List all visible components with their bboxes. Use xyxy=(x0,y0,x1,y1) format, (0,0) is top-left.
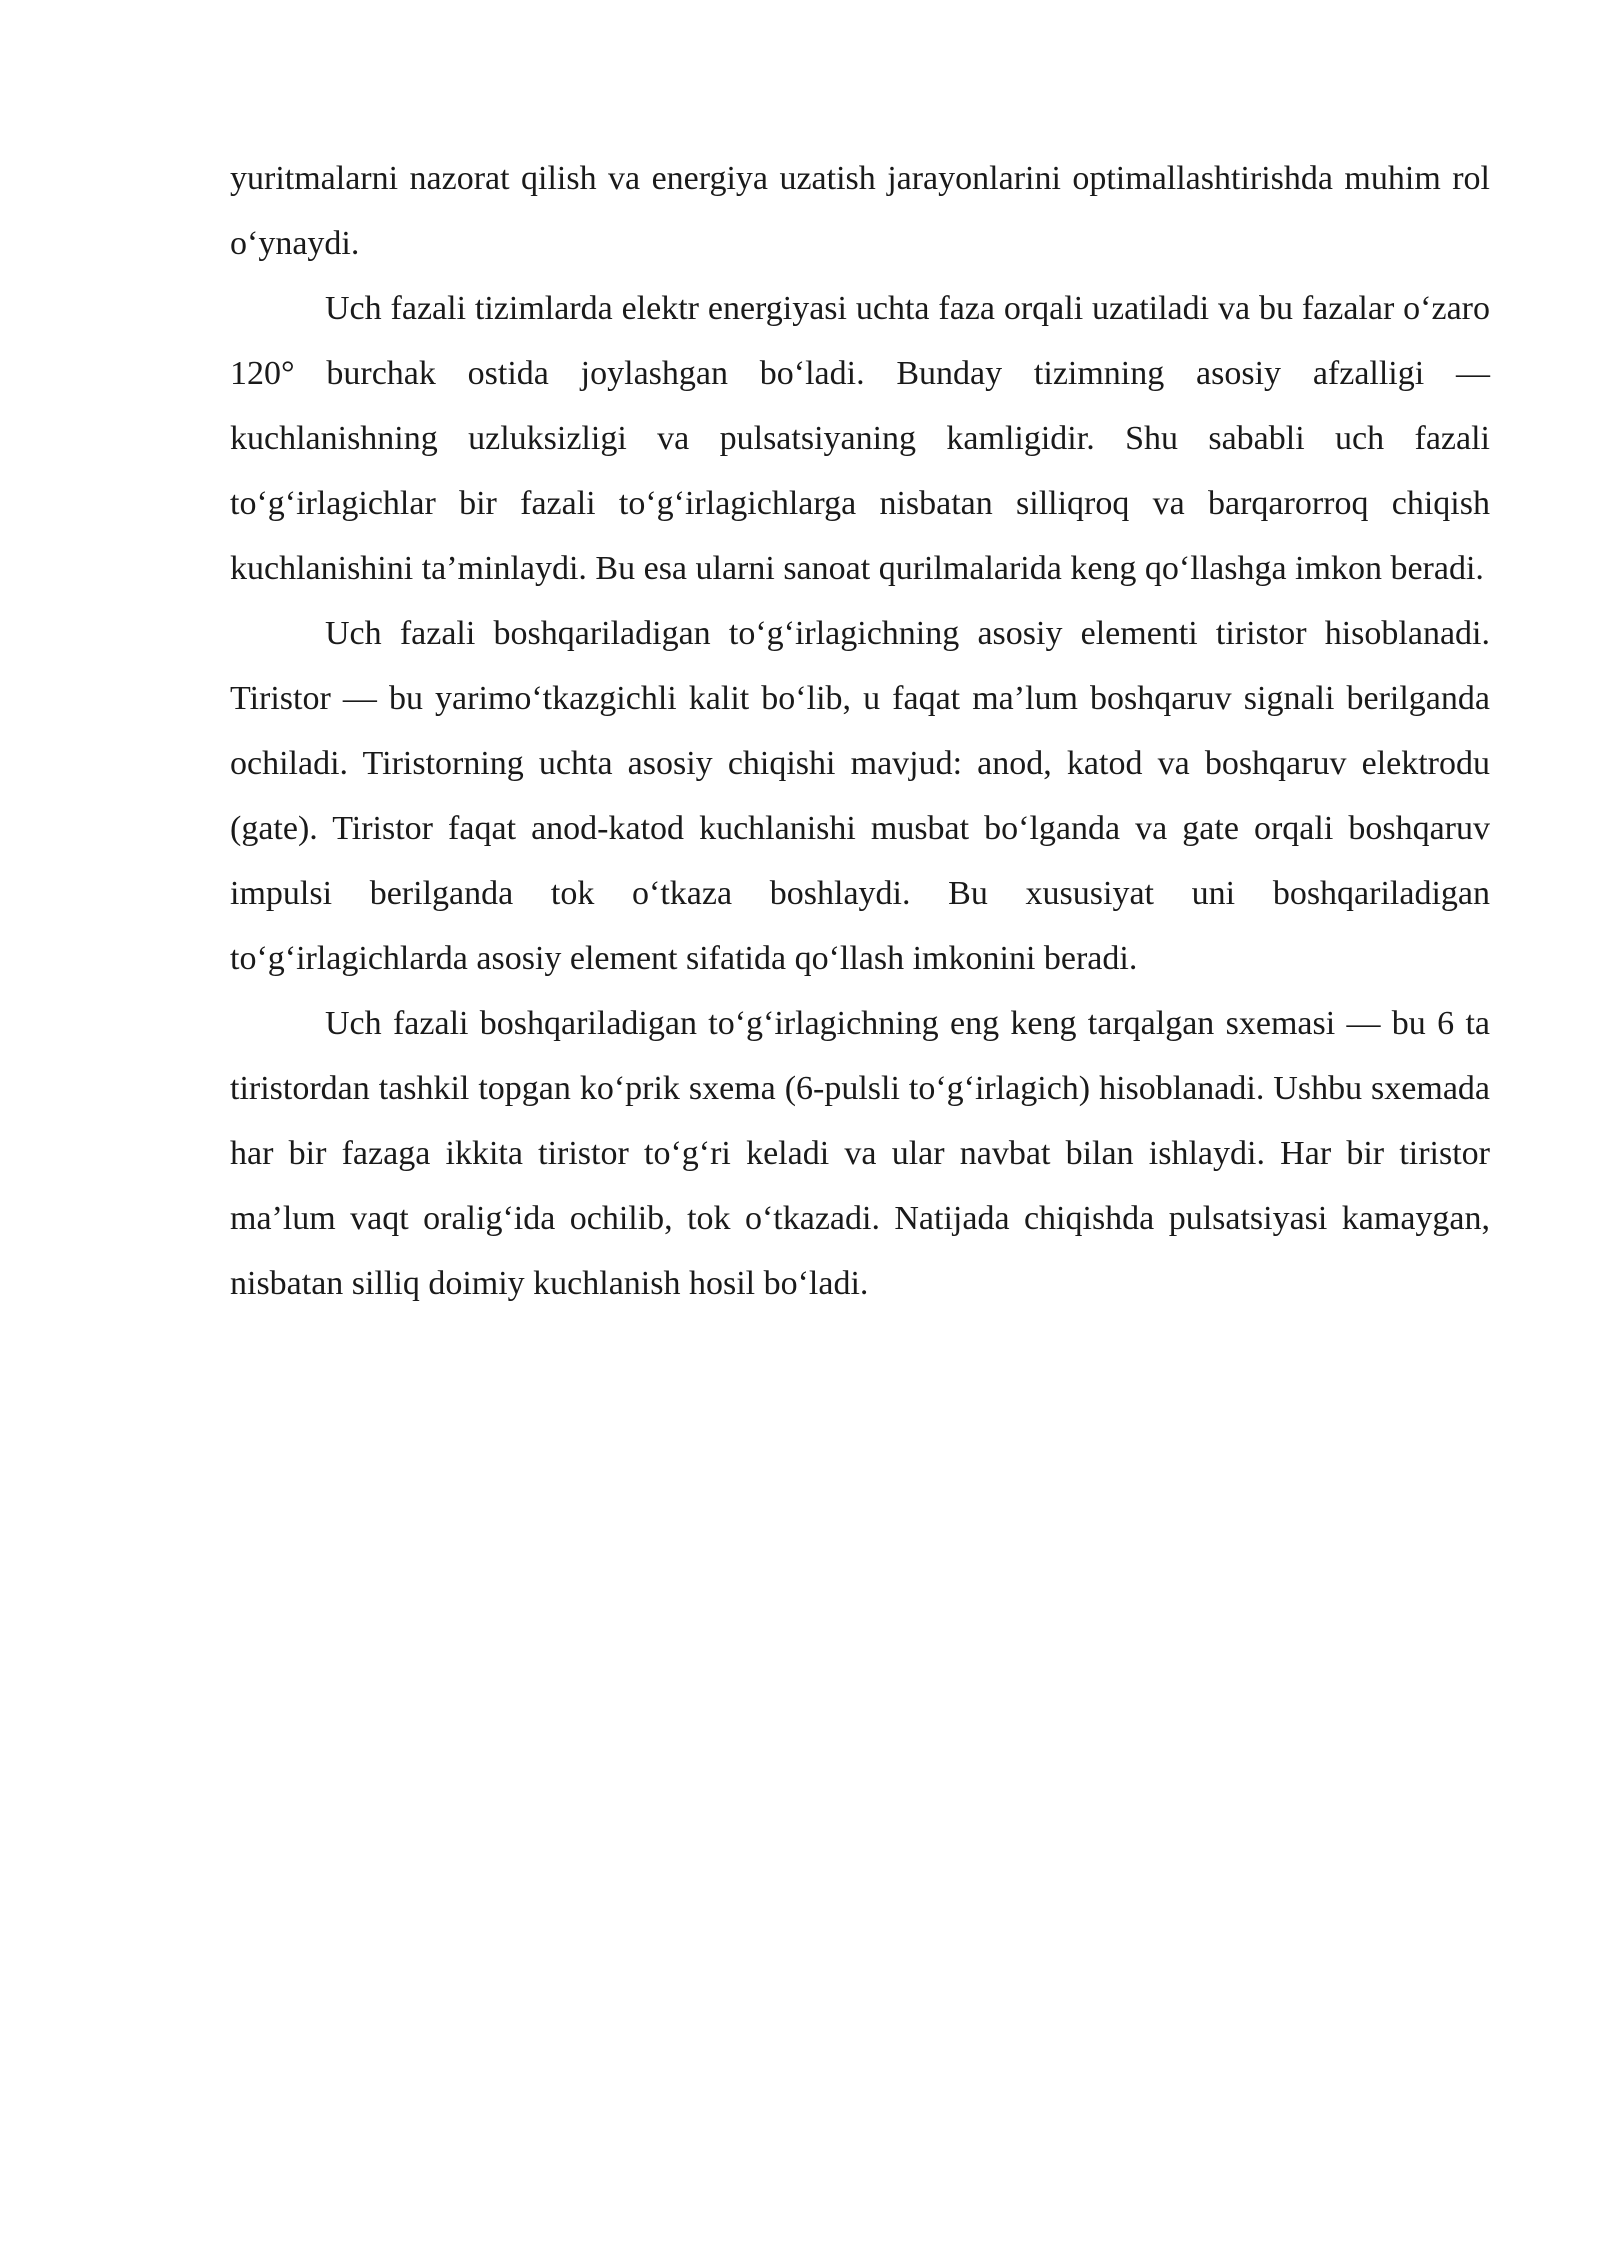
document-body xyxy=(230,146,1490,1316)
paragraph-three-phase-systems: Uch fazali tizimlarda elektr energiyasi uchta faza orqali uzatiladi va bu fazalar o‘zaro 120° burchak ostida joylashgan bo‘ladi. Bunday tizimning asosiy afzalligi — kuchlanishning uzluksizligi va pulsatsiyaning kamligidir. Shu sababli uch fazali to‘g‘irlagichlar bir fazali to‘g‘irlagichlarga nisbatan silliqroq va barqarorroq chiqish kuchlanishini ta’minlaydi. Bu esa ularni sanoat qurilmalarida keng qo‘llashga imkon beradi. xyxy=(230,290,1490,587)
paragraph-bridge-circuit: Uch fazali boshqariladigan to‘g‘irlagichning eng keng tarqalgan sxemasi — bu 6 ta tiristordan tashkil topgan ko‘prik sxema (6-pulsli to‘g‘irlagich) hisoblanadi. Ushbu sxemada har bir fazaga ikkita tiristor to‘g‘ri keladi va ular navbat bilan ishlaydi. Har bir tiristor ma’lum vaqt oralig‘ida ochilib, tok o‘tkazadi. Natijada chiqishda pulsatsiyasi kamaygan, nisbatan silliq doimiy kuchlanish hosil bo‘ladi. xyxy=(230,1005,1490,1302)
paragraph-thyristor: Uch fazali boshqariladigan to‘g‘irlagichning asosiy elementi tiristor hisoblanadi. Tiristor — bu yarimo‘tkazgichli kalit bo‘lib, u faqat ma’lum boshqaruv signali berilganda ochiladi. Tiristorning uchta asosiy chiqishi mavjud: anod, katod va boshqaruv elektrodu (gate). Tiristor faqat anod-katod kuchlanishi musbat bo‘lganda va gate orqali boshqaruv impulsi berilganda tok o‘tkaza boshlaydi. Bu xususiyat uni boshqariladigan to‘g‘irlagichlarda asosiy element sifatida qo‘llash imkonini beradi. xyxy=(230,615,1490,977)
paragraph-continuation: yuritmalarni nazorat qilish va energiya uzatish jarayonlarini optimallashtirishda muhim rol o‘ynaydi. xyxy=(230,160,1490,262)
